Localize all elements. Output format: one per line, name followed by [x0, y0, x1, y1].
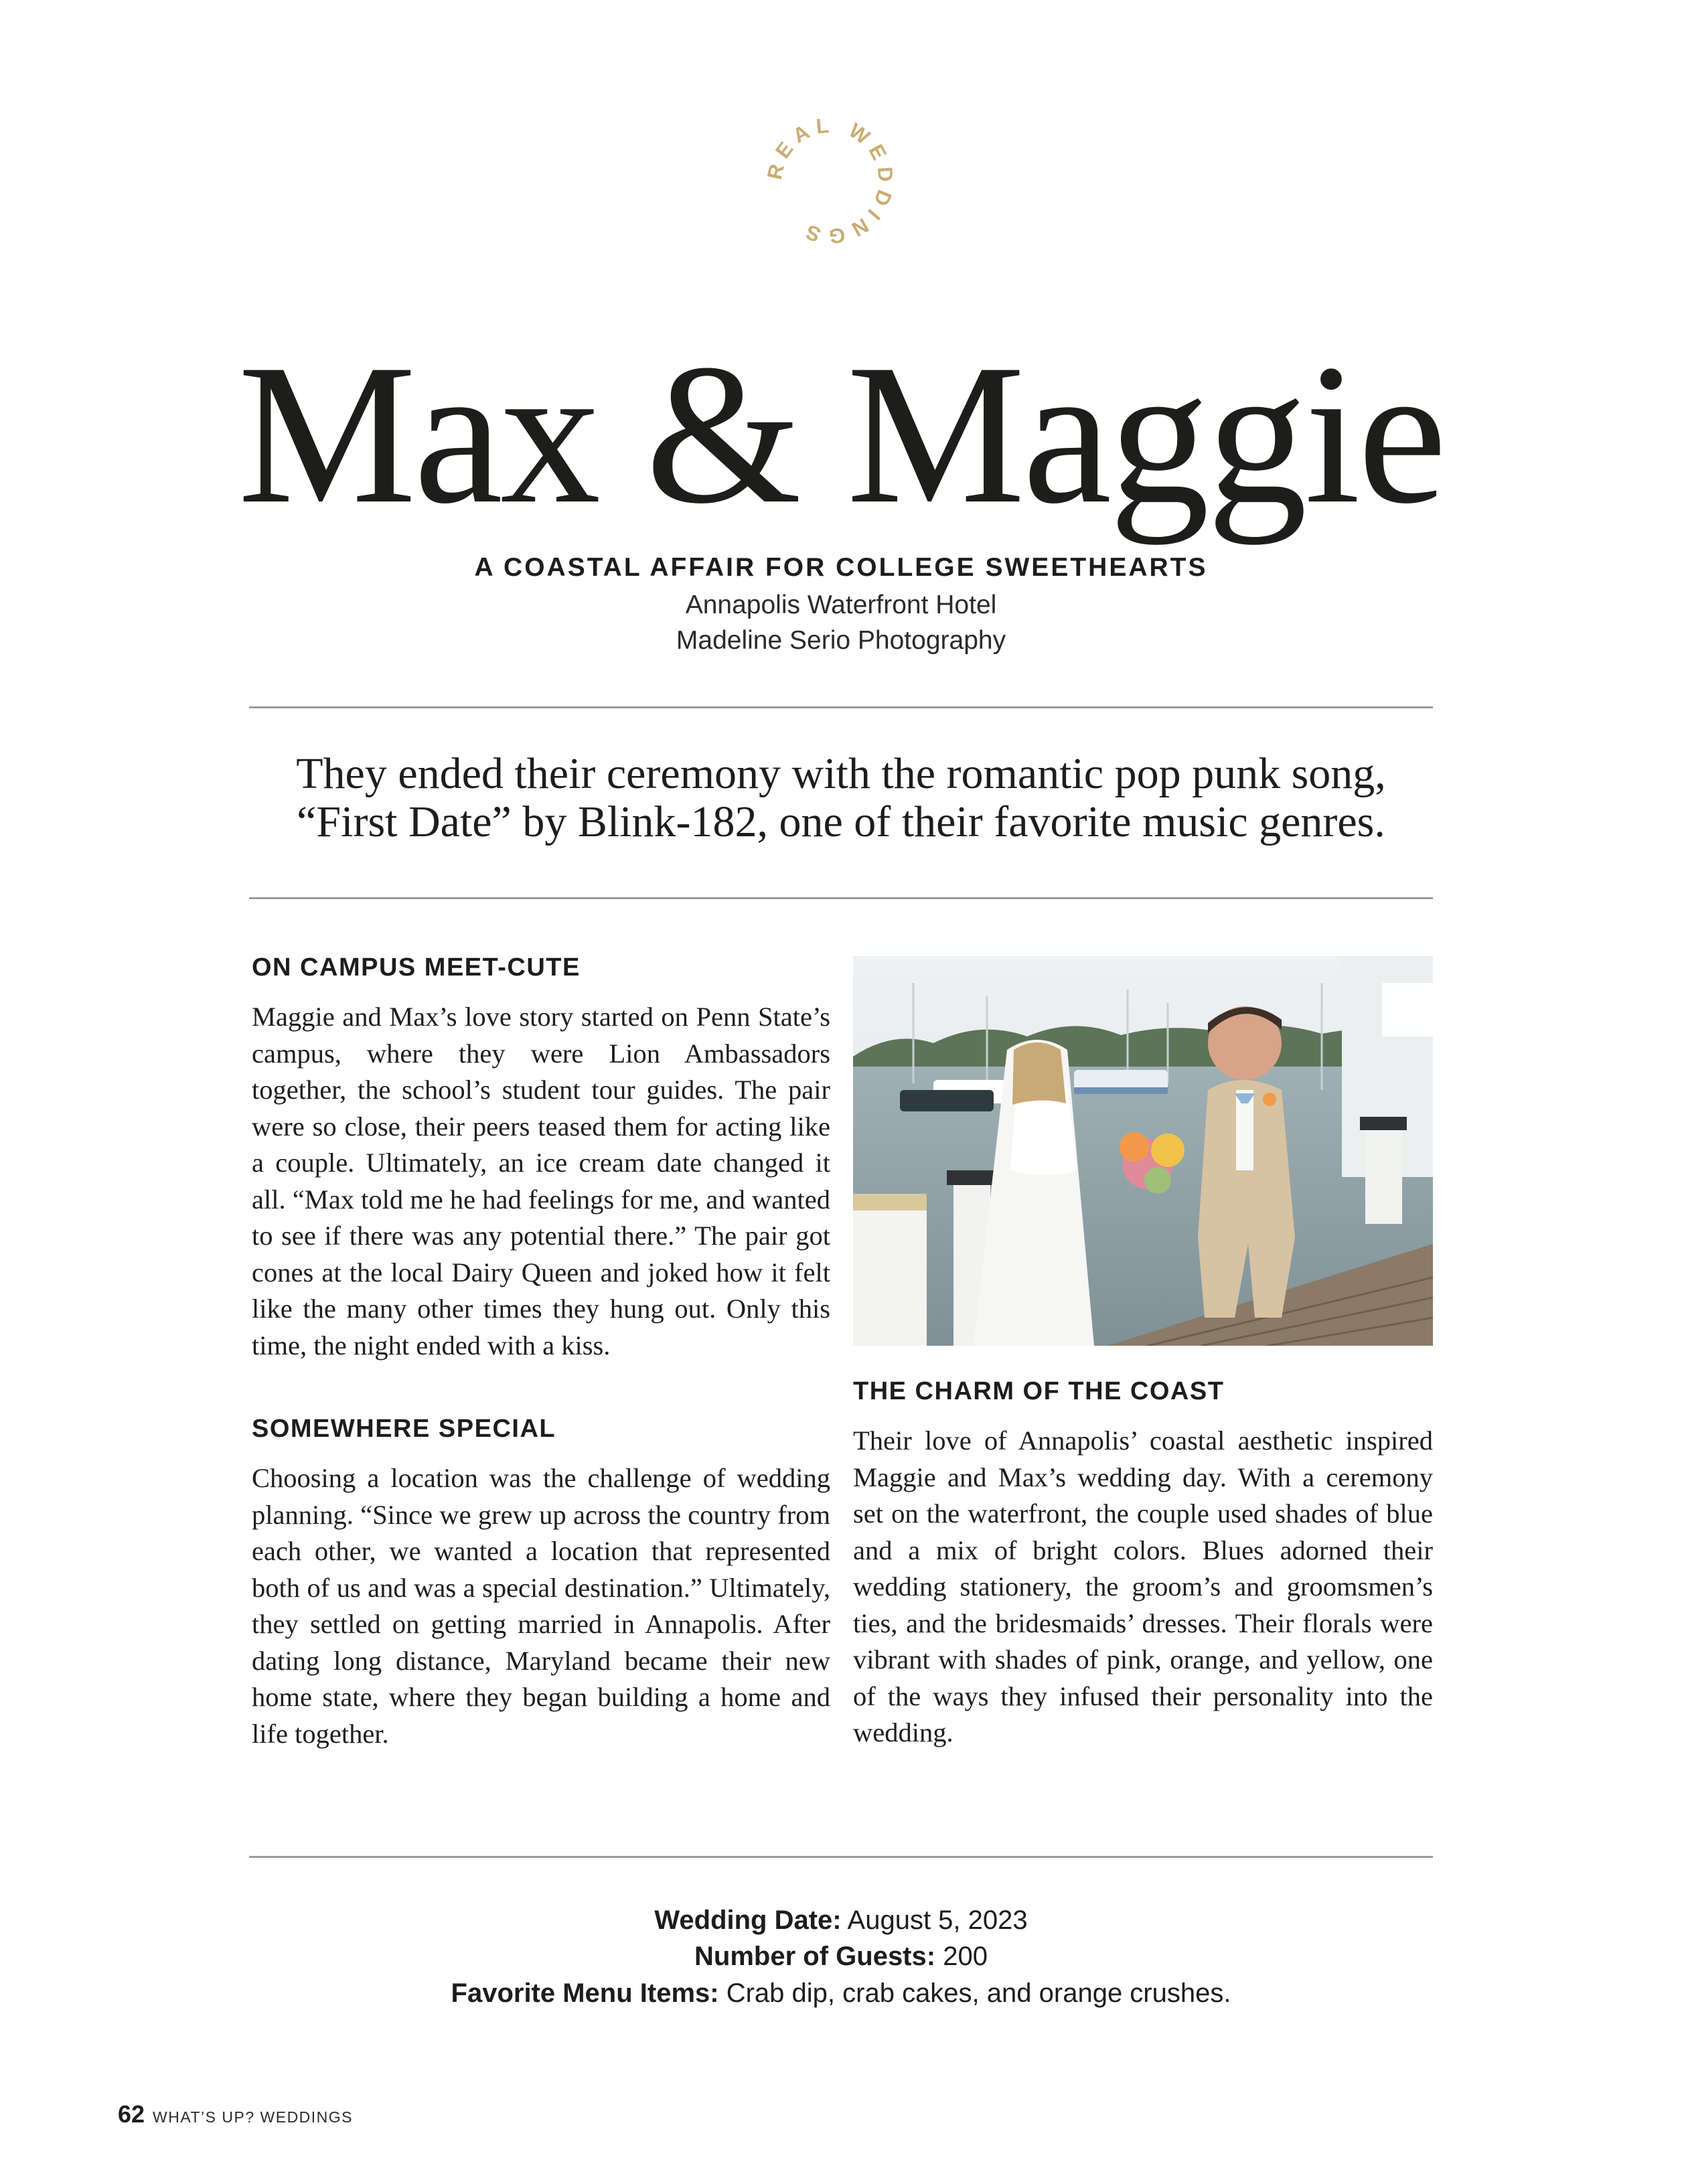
section-heading-coast: THE CHARM OF THE COAST	[853, 1377, 1225, 1405]
divider	[249, 706, 1433, 708]
article-subtitle: A COASTAL AFFAIR FOR COLLEGE SWEETHEARTS	[474, 553, 1208, 582]
pull-quote: They ended their ceremony with the romantic pop punk song, “First Date” by Blink-182, one of their favorite music genres.	[296, 749, 1386, 846]
article-title: Max & Maggie	[238, 323, 1444, 545]
wedding-date-label: Wedding Date:	[654, 1905, 842, 1935]
favorite-menu-line	[0, 1978, 1682, 2009]
favorite-menu-label: Favorite Menu Items:	[451, 1978, 719, 2008]
guest-count-value: 200	[943, 1942, 988, 1971]
wedding-date-value: August 5, 2023	[847, 1905, 1028, 1935]
photographer-credit: Madeline Serio Photography	[676, 626, 1006, 655]
wedding-date-line	[0, 1905, 1682, 1936]
guest-count-label: Number of Guests:	[694, 1942, 936, 1971]
divider	[249, 897, 1433, 899]
page-footer	[118, 2100, 353, 2128]
venue-credit: Annapolis Waterfront Hotel	[685, 591, 997, 619]
section-body-special: Choosing a location was the challenge of wedding planning. “Since we grew up across the country from each other, we wanted a location that represented both of us and was a special destination.” Ultimately, they settled on getting married in Annapolis. After dating long distance, Maryland became their new home state, where they began building a home and life together.	[252, 1463, 830, 1749]
magazine-name: WHAT’S UP? WEDDINGS	[153, 2108, 354, 2126]
wedding-photo	[853, 956, 1433, 1346]
guest-count-line	[0, 1942, 1682, 1972]
section-heading-special: SOMEWHERE SPECIAL	[252, 1415, 556, 1443]
section-body-coast: Their love of Annapolis’ coastal aesthetic inspired Maggie and Max’s wedding day. With a ceremony set on the waterfront, the couple used shades of blue and a mix of bright colors. Blues adorned their wedding stationery, the groom’s and groomsmen’s ties, and the bridesmaids’ dresses. Their florals were vibrant with shades of pink, orange, and yellow, one of the ways they infused their personality into the wedding.	[853, 1425, 1433, 1747]
section-heading-campus: ON CAMPUS MEET-CUTE	[252, 953, 581, 982]
favorite-menu-value: Crab dip, crab cakes, and orange crushes.	[726, 1978, 1231, 2008]
real-weddings-badge	[757, 107, 904, 254]
section-body-campus: Maggie and Max’s love story started on Penn State’s campus, where they were Lion Ambassadors together, the school’s student tour guides. The pair were so close, their peers teased them for acting like a couple. Ultimately, an ice cream date changed it all. “Max told me he had feelings for me, and wanted to see if there was any potential there.” The pair got cones at the local Dairy Queen and joked how it felt like the many other times they hung out. Only this time, the night ended with a kiss.	[252, 1002, 830, 1360]
badge-text: REAL WEDDINGS	[762, 113, 898, 248]
page-number: 62	[118, 2100, 145, 2128]
divider	[249, 1856, 1433, 1858]
